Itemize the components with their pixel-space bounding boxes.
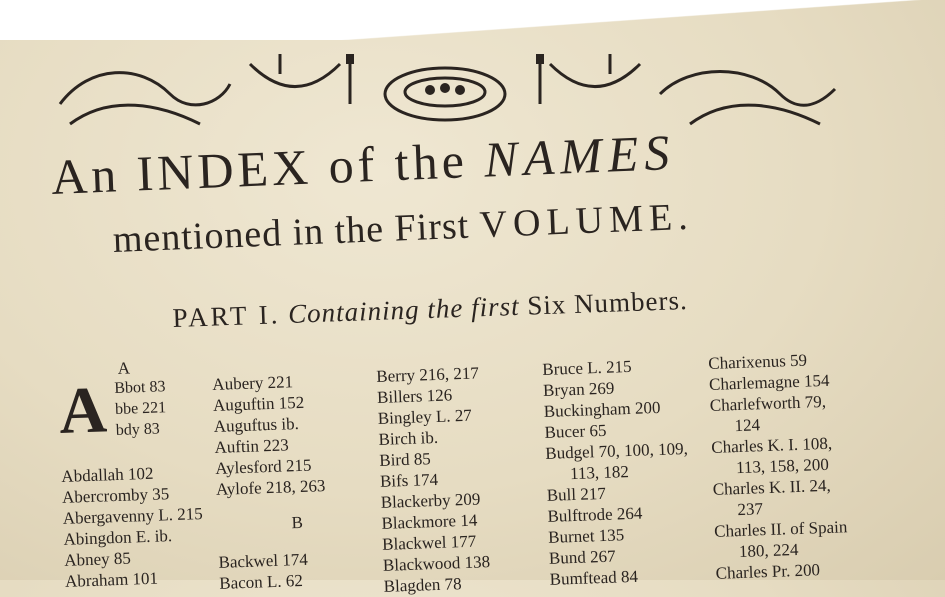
list-item: Abdallah 102 [61,463,154,486]
list-item: Charles K. II. 24, [712,475,832,499]
list-item: Blackmore 14 [381,510,478,533]
list-item: Bbot 83 [114,378,166,398]
part-label: PART I. [172,299,281,333]
list-item: Abney 85 [63,548,132,570]
part-containing: Containing the first [287,290,521,329]
list-item: Bruce L. 215 [542,356,632,379]
headpiece-ornament [50,34,840,134]
list-item: Bucer 65 [544,420,607,442]
list-item: Auguftin 152 [212,392,305,415]
index-column-2 [212,368,380,593]
list-item: Budgel 70, 100, 109, [544,438,689,463]
title-names: NAMES [483,123,677,188]
index-column-4 [542,353,715,590]
list-item: Aubery 221 [212,372,294,394]
list-item: Charles K. I. 108, [710,433,833,457]
list-item: Bull 217 [546,483,607,505]
list-item: Charles II. of Spain [713,517,848,541]
list-item: Buckingham 200 [543,397,661,421]
title-prefix: An INDEX of the [50,131,486,205]
list-item: Backwel 174 [218,549,309,572]
list-item: Abercromby 35 [61,484,170,507]
list-item: Bund 267 [548,546,616,568]
list-item: Blagden 78 [383,574,462,596]
list-item: Charlefworth 79, [709,391,827,415]
list-item: 237 [737,499,764,520]
list-item: Abergavenny L. 215 [62,504,203,528]
part-heading [172,281,793,343]
part-rest: Six Numbers. [526,285,689,321]
list-item: Billers 126 [376,385,453,407]
list-item: 124 [734,415,761,436]
list-item: Bacon L. 62 [218,570,304,593]
list-item: Bifs 174 [379,469,439,491]
list-item: Burnet 135 [547,525,625,547]
list-item: Bumftead 84 [549,566,639,589]
index-column-5 [708,347,896,584]
list-item: Abraham 101 [64,568,159,591]
dropcap-letter: A [57,373,109,448]
list-item: 180, 224 [738,539,799,562]
list-item: Blackerby 209 [380,489,481,512]
list-item: Charixenus 59 [708,350,808,373]
list-item: Charles Pr. 200 [715,560,821,583]
title-volume: VOLUME. [478,195,695,247]
title-line2-prefix: mentioned in the First [112,204,481,261]
list-item: Aylofe 218, 263 [215,476,326,499]
list-item: Berry 216, 217 [376,363,480,386]
list-item: Bingley L. 27 [377,405,473,428]
list-item: Charlemagne 154 [708,370,830,394]
list-item: Bird 85 [378,449,432,470]
letter-heading-a: A [117,358,131,378]
list-item: 113, 158, 200 [735,454,830,478]
dropcap-lines [114,376,167,441]
list-item: Bryan 269 [542,378,615,400]
letter-heading-b: B [291,512,304,533]
list-item: Auftin 223 [214,435,289,457]
list-item: Blackwood 138 [382,552,491,575]
dropcap-block [57,358,211,466]
list-item: bdy 83 [115,420,161,440]
list-item: Birch ib. [378,427,439,449]
list-item: Abingdon E. ib. [63,526,173,549]
index-column-3 [376,360,544,596]
list-item: 113, 182 [569,462,630,484]
list-item: Auguftus ib. [213,414,300,436]
list-item: Blackwel 177 [381,531,477,554]
list-item: Aylesford 215 [214,455,312,478]
list-item: Bulftrode 264 [547,503,643,526]
list-item: bbe 221 [114,399,167,419]
index-column-1 [57,358,215,592]
